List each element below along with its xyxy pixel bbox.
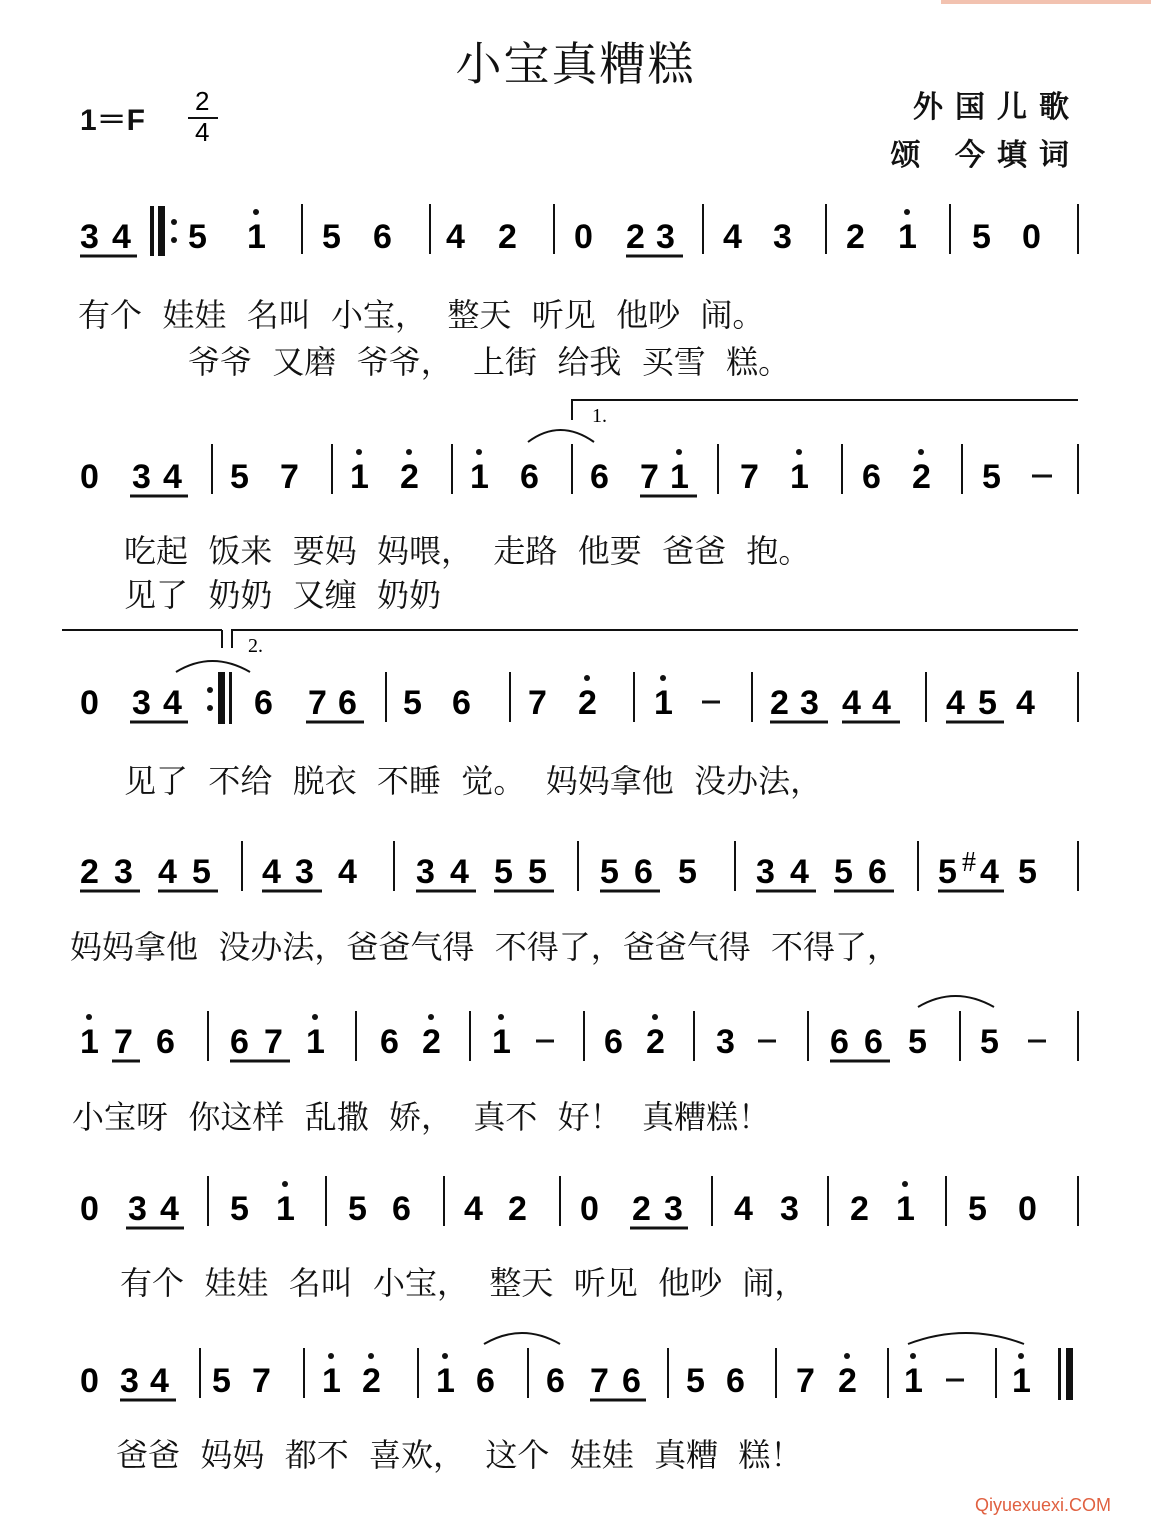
row7-lyrics: 爸爸 妈妈 都不 喜欢， 这个 娃娃 真糟 糕！	[116, 1436, 803, 1474]
key-label: 1＝F	[80, 104, 146, 137]
svg-text:5: 5	[230, 458, 249, 496]
svg-text:3: 3	[132, 684, 151, 722]
svg-text:6: 6	[476, 1362, 495, 1400]
svg-text:5: 5	[494, 853, 513, 891]
svg-text:1: 1	[276, 1190, 295, 1228]
row4-lyrics: 妈妈拿他 没办法，爸爸气得 不得了，爸爸气得 不得了，	[70, 928, 900, 966]
svg-text:3: 3	[800, 684, 819, 722]
svg-text:4: 4	[1016, 684, 1035, 722]
svg-text:6: 6	[380, 1023, 399, 1061]
svg-text:3: 3	[756, 853, 775, 891]
svg-text:5: 5	[322, 218, 341, 256]
svg-text:1: 1	[654, 684, 673, 722]
svg-text:5: 5	[188, 218, 207, 256]
svg-text:2: 2	[400, 458, 419, 496]
svg-text:3: 3	[128, 1190, 147, 1228]
svg-text:6: 6	[546, 1362, 565, 1400]
svg-text:2: 2	[850, 1190, 869, 1228]
notation-row-5	[0, 985, 1151, 1075]
svg-text:7: 7	[280, 458, 299, 496]
svg-text:3: 3	[656, 218, 675, 256]
svg-text:4: 4	[446, 218, 465, 256]
svg-text:1: 1	[350, 458, 369, 496]
svg-text:7: 7	[796, 1362, 815, 1400]
svg-text:1: 1	[670, 458, 689, 496]
row5-lyrics: 小宝呀 你这样 乱撒 娇， 真不 好！ 真糟糕！	[72, 1098, 771, 1136]
svg-text:6: 6	[392, 1190, 411, 1228]
svg-text:7: 7	[308, 684, 327, 722]
svg-text:5: 5	[212, 1362, 231, 1400]
svg-text:0: 0	[80, 684, 99, 722]
svg-text:5: 5	[678, 853, 697, 891]
svg-text:4: 4	[872, 684, 891, 722]
svg-text:5: 5	[938, 853, 957, 891]
svg-text:1: 1	[904, 1362, 923, 1400]
row1-lyrics-verse2: 爷爷 又磨 爷爷， 上街 给我 买雪 糕。	[188, 343, 791, 381]
notation-row-7	[0, 1318, 1151, 1418]
svg-text:2: 2	[626, 218, 645, 256]
svg-text:1: 1	[492, 1023, 511, 1061]
svg-text:5: 5	[230, 1190, 249, 1228]
credit-lyricist: 颂 今填词	[890, 138, 1081, 173]
svg-text:3: 3	[80, 218, 99, 256]
svg-text:1: 1	[436, 1362, 455, 1400]
svg-text:7: 7	[114, 1023, 133, 1061]
notation-row-1	[0, 190, 1151, 270]
svg-text:6: 6	[864, 1023, 883, 1061]
svg-text:4: 4	[464, 1190, 483, 1228]
svg-text:6: 6	[622, 1362, 641, 1400]
svg-text:3: 3	[416, 853, 435, 891]
svg-text:3: 3	[664, 1190, 683, 1228]
svg-text:6: 6	[868, 853, 887, 891]
svg-text:5: 5	[834, 853, 853, 891]
svg-text:6: 6	[338, 684, 357, 722]
svg-text:1: 1	[1012, 1362, 1031, 1400]
row1-lyrics-verse1: 有个 娃娃 名叫 小宝， 整天 听见 他吵 闹。	[78, 296, 765, 334]
svg-text:4: 4	[150, 1362, 169, 1400]
svg-text:0: 0	[1018, 1190, 1037, 1228]
svg-text:3: 3	[132, 458, 151, 496]
svg-text:6: 6	[604, 1023, 623, 1061]
svg-text:5: 5	[1018, 853, 1037, 891]
notation-row-2	[0, 392, 1151, 512]
svg-text:2: 2	[80, 853, 99, 891]
svg-text:2: 2	[846, 218, 865, 256]
svg-text:5: 5	[600, 853, 619, 891]
svg-text:0: 0	[80, 458, 99, 496]
svg-text:2: 2	[646, 1023, 665, 1061]
svg-text:4: 4	[262, 853, 281, 891]
svg-text:5: 5	[686, 1362, 705, 1400]
svg-text:5: 5	[192, 853, 211, 891]
svg-text:4: 4	[946, 684, 965, 722]
svg-text:0: 0	[80, 1362, 99, 1400]
watermark: Qiyuexuexi.COM	[974, 1495, 1111, 1515]
svg-text:0: 0	[80, 1190, 99, 1228]
svg-text:3: 3	[716, 1023, 735, 1061]
svg-text:5: 5	[403, 684, 422, 722]
svg-text:1: 1	[80, 1023, 99, 1061]
svg-text:6: 6	[862, 458, 881, 496]
svg-text:4: 4	[723, 218, 742, 256]
svg-text:4: 4	[842, 684, 861, 722]
credit-origin: 外国儿歌	[913, 90, 1081, 125]
svg-text:4: 4	[450, 853, 469, 891]
top-accent-bar	[941, 0, 1151, 4]
key-signature	[80, 95, 145, 139]
svg-text:2: 2	[498, 218, 517, 256]
svg-text:3: 3	[780, 1190, 799, 1228]
svg-text:4: 4	[790, 853, 809, 891]
svg-text:2: 2	[508, 1190, 527, 1228]
svg-text:0: 0	[574, 218, 593, 256]
time-bottom: 4	[195, 117, 210, 147]
svg-text:7: 7	[640, 458, 659, 496]
svg-text:6: 6	[156, 1023, 175, 1061]
svg-text:1: 1	[790, 458, 809, 496]
svg-text:5: 5	[908, 1023, 927, 1061]
time-top: 2	[195, 88, 210, 116]
svg-text:5: 5	[968, 1190, 987, 1228]
svg-text:7: 7	[528, 684, 547, 722]
svg-text:6: 6	[726, 1362, 745, 1400]
svg-text:2: 2	[422, 1023, 441, 1061]
svg-text:4: 4	[160, 1190, 179, 1228]
svg-text:5: 5	[978, 684, 997, 722]
svg-text:2: 2	[362, 1362, 381, 1400]
svg-text:4: 4	[980, 853, 999, 891]
svg-text:2: 2	[912, 458, 931, 496]
notation-row-3	[0, 620, 1151, 730]
svg-text:7: 7	[590, 1362, 609, 1400]
svg-text:5: 5	[348, 1190, 367, 1228]
ending-2-label: 2.	[248, 635, 263, 657]
svg-text:3: 3	[114, 853, 133, 891]
svg-text:1: 1	[247, 218, 266, 256]
row6-lyrics: 有个 娃娃 名叫 小宝， 整天 听见 他吵 闹，	[120, 1264, 807, 1302]
svg-text:5: 5	[980, 1023, 999, 1061]
svg-text:2: 2	[632, 1190, 651, 1228]
svg-text:6: 6	[520, 458, 539, 496]
time-signature	[180, 88, 230, 148]
svg-text:3: 3	[120, 1362, 139, 1400]
svg-text:0: 0	[1022, 218, 1041, 256]
svg-text:6: 6	[830, 1023, 849, 1061]
row1-notes	[80, 204, 1078, 256]
svg-text:1: 1	[896, 1190, 915, 1228]
svg-text:4: 4	[734, 1190, 753, 1228]
svg-text:4: 4	[163, 684, 182, 722]
svg-text:7: 7	[264, 1023, 283, 1061]
ending-1-label: 1.	[592, 405, 607, 427]
svg-text:0: 0	[580, 1190, 599, 1228]
svg-text:1: 1	[322, 1362, 341, 1400]
row3-lyrics: 见了 不给 脱衣 不睡 觉。 妈妈拿他 没办法，	[124, 762, 823, 800]
svg-text:6: 6	[634, 853, 653, 891]
svg-text:7: 7	[252, 1362, 271, 1400]
svg-text:4: 4	[112, 218, 131, 256]
svg-text:4: 4	[338, 853, 357, 891]
svg-text:6: 6	[254, 684, 273, 722]
svg-text:5: 5	[528, 853, 547, 891]
notation-row-4	[0, 835, 1151, 905]
svg-text:2: 2	[838, 1362, 857, 1400]
svg-text:6: 6	[230, 1023, 249, 1061]
svg-text:6: 6	[373, 218, 392, 256]
svg-text:3: 3	[773, 218, 792, 256]
notation-row-6	[0, 1160, 1151, 1240]
svg-text:6: 6	[452, 684, 471, 722]
svg-text:3: 3	[295, 853, 314, 891]
svg-text:4: 4	[163, 458, 182, 496]
svg-text:4: 4	[158, 853, 177, 891]
svg-text:1: 1	[306, 1023, 325, 1061]
svg-text:5: 5	[972, 218, 991, 256]
svg-text:#: #	[962, 847, 976, 878]
svg-text:5: 5	[982, 458, 1001, 496]
svg-text:6: 6	[590, 458, 609, 496]
svg-text:1: 1	[898, 218, 917, 256]
row2-lyrics-verse1: 吃起 饭来 要妈 妈喂， 走路 他要 爸爸 抱。	[124, 532, 811, 570]
song-title: 小宝真糟糕	[455, 37, 696, 91]
svg-text:2: 2	[770, 684, 789, 722]
row2-lyrics-verse2: 见了 奶奶 又缠 奶奶	[124, 576, 442, 614]
svg-text:7: 7	[740, 458, 759, 496]
svg-text:2: 2	[578, 684, 597, 722]
svg-text:1: 1	[470, 458, 489, 496]
